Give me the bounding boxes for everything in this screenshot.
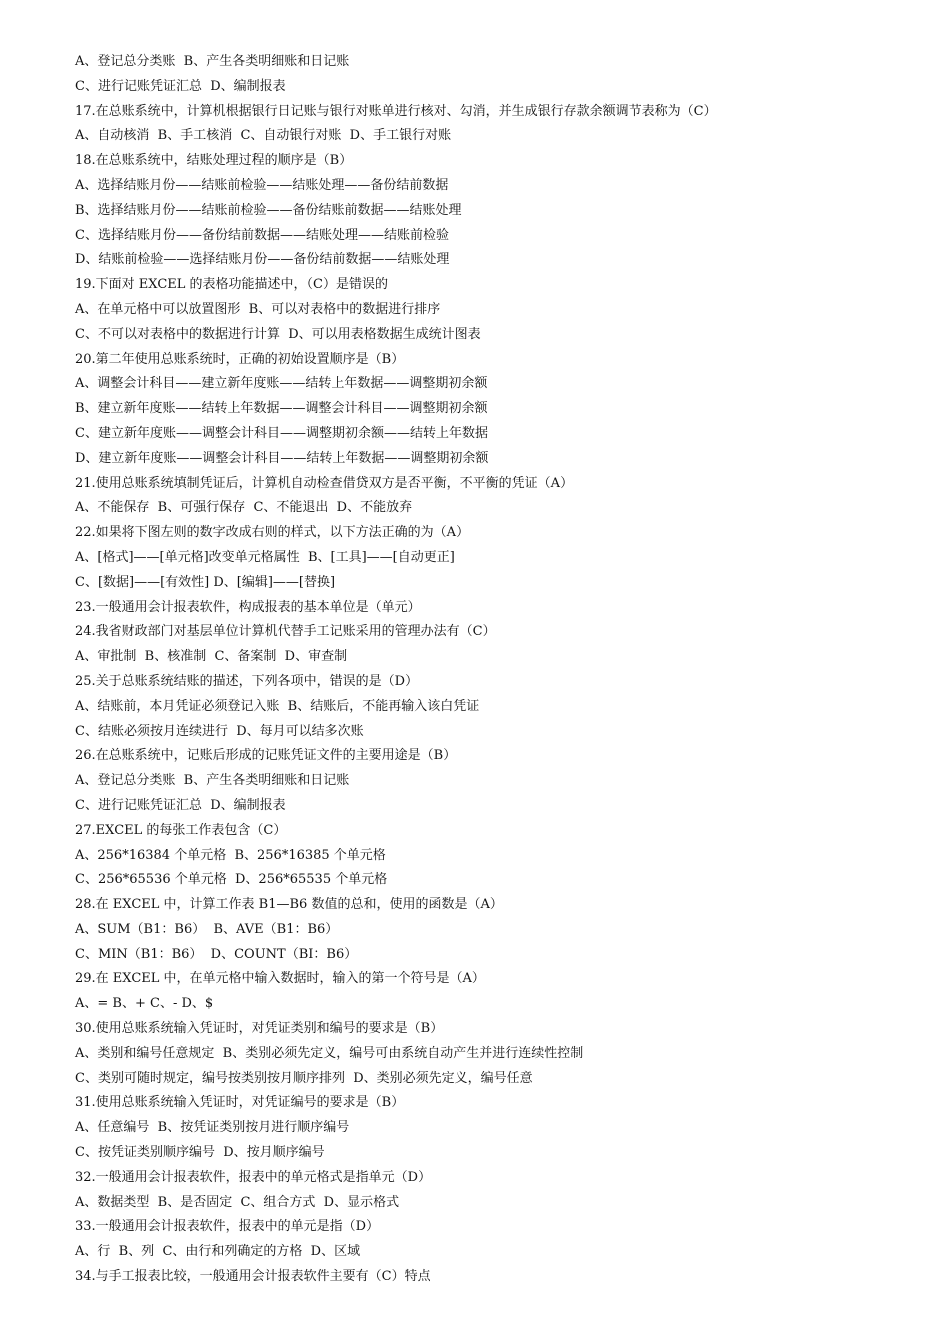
options-line: A、= B、+ C、- D、$: [75, 996, 214, 1012]
question-line: 19.下面对 EXCEL 的表格功能描述中，（C）是错误的: [75, 277, 388, 293]
options-line: D、建立新年度账——调整会计科目——结转上年数据——调整期初余额: [75, 450, 489, 466]
question-line: 18.在总账系统中，结账处理过程的顺序是（B）: [75, 153, 353, 169]
text-line: C、进行记账凭证汇总 D、编制报表: [75, 78, 286, 94]
options-line: A、数据类型 B、是否固定 C、组合方式 D、显示格式: [75, 1194, 400, 1210]
options-line: A、行 B、列 C、由行和列确定的方格 D、区域: [75, 1244, 361, 1260]
options-line: C、建立新年度账——调整会计科目——调整期初余额——结转上年数据: [75, 425, 488, 441]
question-line: 22.如果将下图左则的数字改成右则的样式，以下方法正确的为（A）: [75, 525, 470, 541]
options-line: A、在单元格中可以放置图形 B、可以对表格中的数据进行排序: [75, 301, 441, 317]
question-line: 30.使用总账系统输入凭证时，对凭证类别和编号的要求是（B）: [75, 1021, 444, 1037]
options-line: A、选择结账月份——结账前检验——结账处理——备份结前数据: [75, 177, 449, 193]
options-line: A、结账前，本月凭证必须登记入账 B、结账后，不能再输入该白凭证: [75, 698, 480, 714]
options-line: A、SUM（B1：B6） B、AVE（B1：B6）: [75, 921, 339, 937]
options-line: A、审批制 B、核准制 C、备案制 D、审查制: [75, 649, 348, 665]
options-line: A、[格式]——[单元格]改变单元格属性 B、[工具]——[自动更正]: [75, 549, 455, 565]
options-line: A、登记总分类账 B、产生各类明细账和日记账: [75, 773, 350, 789]
options-line: C、[数据]——[有效性] D、[编辑]——[替换]: [75, 574, 336, 590]
options-line: C、结账必须按月连续进行 D、每月可以结多次账: [75, 723, 364, 739]
question-line: 31.使用总账系统输入凭证时，对凭证编号的要求是（B）: [75, 1095, 405, 1111]
question-line: 29.在 EXCEL 中，在单元格中输入数据时，输入的第一个符号是（A）: [75, 971, 485, 987]
options-line: C、类别可随时规定，编号按类别按月顺序排列 D、类别必须先定义，编号任意: [75, 1070, 533, 1086]
question-line: 23.一般通用会计报表软件，构成报表的基本单位是（单元）: [75, 599, 421, 615]
question-line: 32.一般通用会计报表软件，报表中的单元格式是指单元（D）: [75, 1169, 432, 1185]
question-line: 34.与手工报表比较，一般通用会计报表软件主要有（C）特点: [75, 1269, 431, 1285]
options-line: A、调整会计科目——建立新年度账——结转上年数据——调整期初余额: [75, 376, 488, 392]
question-line: 28.在 EXCEL 中，计算工作表 B1—B6 数值的总和，使用的函数是（A）: [75, 897, 503, 913]
options-line: A、自动核消 B、手工核消 C、自动银行对账 D、手工银行对账: [75, 128, 452, 144]
question-line: 26.在总账系统中，记账后形成的记账凭证文件的主要用途是（B）: [75, 748, 457, 764]
options-line: C、MIN（B1：B6） D、COUNT（BI：B6）: [75, 946, 358, 962]
options-line: B、建立新年度账——结转上年数据——调整会计科目——调整期初余额: [75, 401, 488, 417]
question-line: 24.我省财政部门对基层单位计算机代替手工记账采用的管理办法有（C）: [75, 624, 496, 640]
options-line: C、选择结账月份——备份结前数据——结账处理——结账前检验: [75, 227, 449, 243]
options-line: B、选择结账月份——结账前检验——备份结账前数据——结账处理: [75, 202, 462, 218]
options-line: C、256*65536 个单元格 D、256*65535 个单元格: [75, 872, 388, 888]
options-line: C、按凭证类别顺序编号 D、按月顺序编号: [75, 1145, 325, 1161]
options-line: A、任意编号 B、按凭证类别按月进行顺序编号: [75, 1120, 350, 1136]
options-line: A、不能保存 B、可强行保存 C、不能退出 D、不能放弃: [75, 500, 413, 516]
question-line: 27.EXCEL 的每张工作表包含（C）: [75, 822, 287, 838]
options-line: A、256*16384 个单元格 B、256*16385 个单元格: [75, 847, 386, 863]
text-line: A、登记总分类账 B、产生各类明细账和日记账: [75, 54, 350, 69]
question-line: 21.使用总账系统填制凭证后，计算机自动检查借贷双方是否平衡，不平衡的凭证（A）: [75, 475, 574, 491]
options-line: D、结账前检验——选择结账月份——备份结前数据——结账处理: [75, 252, 450, 268]
question-line: 33.一般通用会计报表软件，报表中的单元是指（D）: [75, 1219, 380, 1235]
question-line: 17.在总账系统中，计算机根据银行日记账与银行对账单进行核对、勾消，并生成银行存款余额调节表称为（C）: [75, 103, 717, 119]
options-line: C、进行记账凭证汇总 D、编制报表: [75, 797, 286, 813]
options-line: A、类别和编号任意规定 B、类别必须先定义，编号可由系统自动产生并进行连续性控制: [75, 1045, 584, 1061]
question-line: 20.第二年使用总账系统时，正确的初始设置顺序是（B）: [75, 351, 405, 367]
options-line: C、不可以对表格中的数据进行计算 D、可以用表格数据生成统计图表: [75, 326, 481, 342]
question-line: 25.关于总账系统结账的描述，下列各项中，错误的是（D）: [75, 673, 419, 689]
